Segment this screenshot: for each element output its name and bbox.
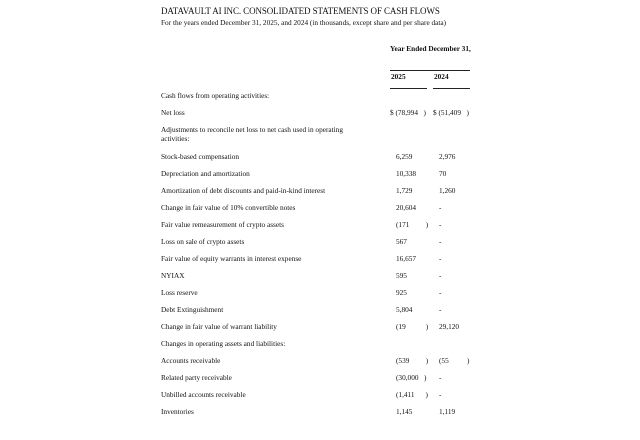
value-2025: 567 <box>396 237 407 246</box>
row-label: Change in fair value of 10% convertible notes <box>161 203 296 212</box>
value-2024: 70 <box>439 169 447 178</box>
value-2025: 20,604 <box>396 203 417 212</box>
value-2024: $ (51,409 ) <box>433 108 469 117</box>
row-label: Accounts receivable <box>161 356 221 365</box>
row-label: Fair value of equity warrants in interest expense <box>161 254 302 263</box>
year-2025-rule <box>390 88 427 89</box>
value-2025: 16,657 <box>396 254 417 263</box>
value-2024: - <box>439 288 442 297</box>
row-label: Fair value remeasurement of crypto assets <box>161 220 284 229</box>
value-2024: - <box>439 271 442 280</box>
value-2025: 1,145 <box>396 407 413 416</box>
value-2024: - <box>439 220 442 229</box>
row-label: Stock-based compensation <box>161 152 240 161</box>
value-2025: 595 <box>396 271 407 280</box>
value-2024: - <box>439 373 442 382</box>
row-label: Net loss <box>161 108 185 117</box>
value-2024: 1,260 <box>439 186 456 195</box>
row-label: Adjustments to reconcile net loss to net cash used in operating activities: <box>161 125 343 143</box>
value-2025: (1,411 ) <box>396 390 428 399</box>
value-2025: 5,804 <box>396 305 413 314</box>
row-label: Loss on sale of crypto assets <box>161 237 245 246</box>
row-label: NYIAX <box>161 271 185 280</box>
value-2025: 925 <box>396 288 407 297</box>
statement-title: DATAVAULT AI INC. CONSOLIDATED STATEMENTS OF CASH FLOWS <box>161 6 440 16</box>
row-label: Change in fair value of warrant liability <box>161 322 277 331</box>
value-2024: - <box>439 254 442 263</box>
value-2024: - <box>439 237 442 246</box>
value-2024: 29,120 <box>439 322 460 331</box>
value-2025: 10,338 <box>396 169 417 178</box>
row-label: Related party receivable <box>161 373 232 382</box>
value-2024: 1,119 <box>439 407 456 416</box>
value-2025: (30,000 ) <box>396 373 427 382</box>
year-2025-header: 2025 <box>391 72 406 81</box>
value-2024: 2,976 <box>439 152 456 161</box>
row-label: Unbilled accounts receivable <box>161 390 246 399</box>
value-2025: $ (78,994 ) <box>390 108 426 117</box>
statement-header <box>161 6 481 28</box>
row-label: Debt Extinguishment <box>161 305 224 314</box>
value-2024: - <box>439 305 442 314</box>
row-label: Inventories <box>161 407 194 416</box>
statement-subtitle: For the years ended December 31, 2025, and 2024 (in thousands, except share and per share data) <box>161 18 447 27</box>
row-label: Loss reserve <box>161 288 198 297</box>
row-label: Amortization of debt discounts and paid-in-kind interest <box>161 186 326 195</box>
row-label: Depreciation and amortization <box>161 169 250 178</box>
value-2024: - <box>439 390 442 399</box>
value-2025: 1,729 <box>396 186 413 195</box>
value-2025: 6,259 <box>396 152 413 161</box>
value-2025: (539 ) <box>396 356 429 365</box>
value-2024: (55 ) <box>439 356 470 365</box>
row-label: Cash flows from operating activities: <box>161 91 270 100</box>
row-label: Changes in operating assets and liabilities: <box>161 339 286 348</box>
value-2025: (19 ) <box>396 322 429 331</box>
header-rule <box>390 70 470 71</box>
column-group-header: Year Ended December 31, <box>390 44 471 53</box>
value-2024: - <box>439 203 442 212</box>
year-2024-rule <box>433 88 470 89</box>
year-2024-header: 2024 <box>434 72 449 81</box>
value-2025: (171 ) <box>396 220 429 229</box>
